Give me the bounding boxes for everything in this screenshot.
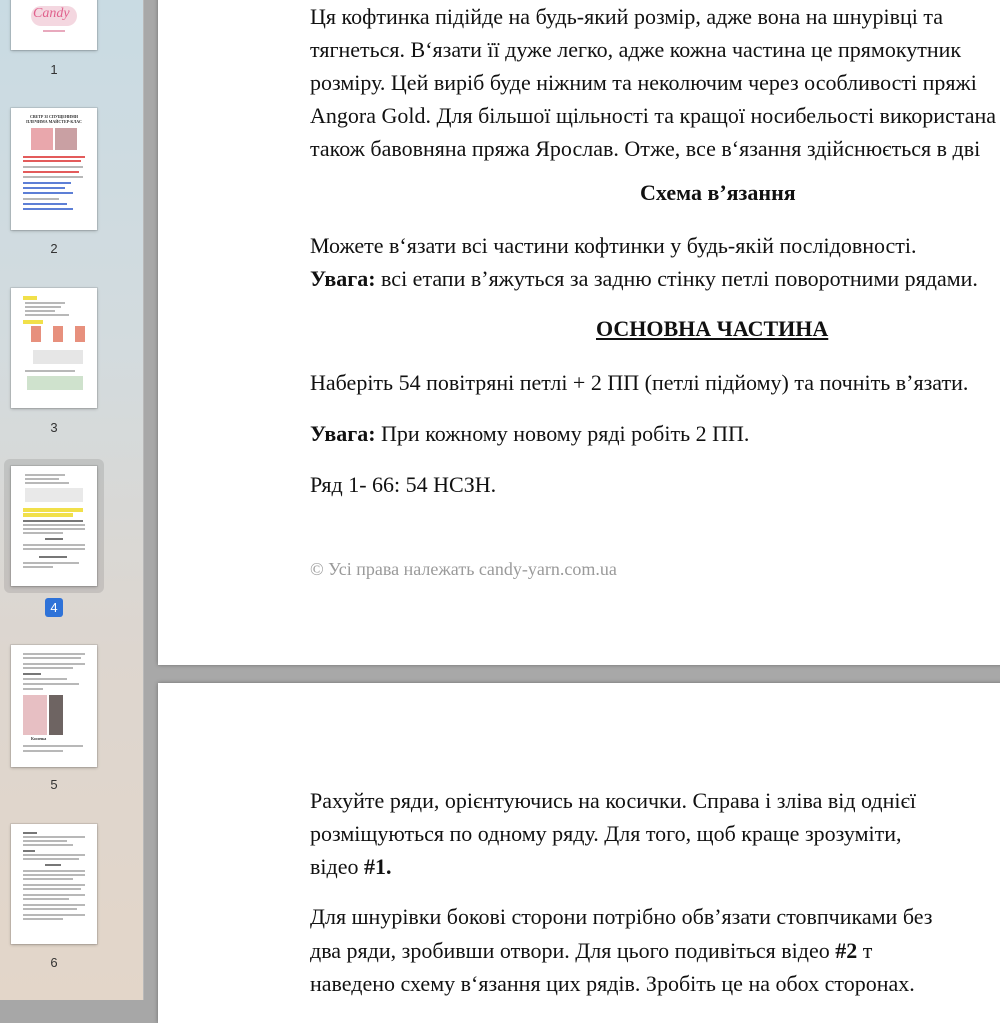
thumb-figure [31, 326, 41, 342]
thumb-title: СВЕТР ЗІ СПУЩЕНИМИ ПЛЕЧИМА МАЙСТЕР-КЛАС [26, 114, 82, 124]
paragraph-line: також бавовняна пряжа Ярослав. Отже, все в‘язання здійснюється в дві [310, 136, 981, 161]
paragraph-line [310, 934, 872, 967]
thumbnail-sidebar [0, 0, 144, 1000]
document-page-5 [158, 683, 1000, 1023]
thumb-photo [49, 695, 63, 735]
cast-on-line: Наберіть 54 повітряні петлі + 2 ПП (петлі підйому) та почніть в’язати. [310, 370, 969, 395]
warning-label: Увага: [310, 421, 376, 446]
thumb-photo [31, 128, 53, 150]
page-thumbnail-3[interactable] [11, 288, 97, 408]
paragraph-line [310, 850, 391, 883]
line-text: т [857, 938, 873, 963]
document-page-4 [158, 0, 1000, 665]
thumb-caption: Косичка [31, 736, 47, 741]
document-view[interactable] [144, 0, 1000, 1000]
page-thumbnail-1[interactable] [11, 0, 97, 50]
warning-text: всі етапи в’яжуться за задню стінку петлі поворотними рядами. [375, 266, 978, 291]
paragraph-line: Ця кофтинка підійде на будь-який розмір, адже вона на шнурівці та [310, 4, 944, 29]
video-reference: #1. [363, 854, 392, 879]
thumb-diagram [33, 350, 83, 364]
warning-text: При кожному новому ряді робіть 2 ПП. [375, 421, 750, 446]
warning-line [310, 262, 978, 295]
thumb-photo [55, 128, 77, 150]
page-number-6: 6 [50, 955, 58, 970]
thumb-diagram [27, 376, 83, 390]
paragraph-line: розміру. Цей виріб буде ніжним та неколючим через особливості пряжі [310, 70, 977, 95]
thumb-diagram [25, 488, 83, 502]
thumb-figure [75, 326, 85, 342]
thumb-figure [53, 326, 63, 342]
video-prefix: відео [310, 854, 364, 879]
page-number-4: 4 [45, 598, 63, 617]
page-thumbnail-2[interactable] [11, 108, 97, 230]
page-number-3: 3 [50, 420, 58, 435]
paragraph-line: розміщуються по одному ряду. Для того, щоб краще зрозуміти, [310, 821, 902, 846]
video-reference: #2 [835, 938, 858, 963]
paragraph-line: Рахуйте ряди, орієнтуючись на косички. Справа і зліва від однієї [310, 788, 917, 813]
intro-line: Можете в‘язати всі частини кофтинки у будь-якій послідовності. [310, 233, 917, 258]
page-thumbnail-4[interactable] [11, 466, 97, 586]
section-heading: ОСНОВНА ЧАСТИНА [596, 316, 829, 341]
page-thumbnail-5[interactable] [11, 645, 97, 767]
paragraph-line: тягнеться. В‘язати її дуже легко, адже кожна частина це прямокутник [310, 37, 962, 62]
line-text: два ряди, зробивши отвори. Для цього подивіться відео [310, 938, 836, 963]
paragraph-line: Для шнурівки бокові сторони потрібно обв’язати стовпчиками без [310, 904, 933, 929]
page-number-2: 2 [50, 241, 58, 256]
thumb-photo [23, 695, 47, 735]
page-thumbnail-6[interactable] [11, 824, 97, 944]
paragraph-line: наведено схему в‘язання цих рядів. Зробіть це на обох сторонах. [310, 971, 915, 996]
candy-logo-text: Candy [33, 6, 70, 21]
warning-line [310, 417, 749, 450]
sidebar-scrollbar[interactable] [118, 0, 136, 1000]
copyright-notice: © Усі права належать candy-yarn.com.ua [310, 559, 617, 579]
warning-label: Увага: [310, 266, 376, 291]
page-number-5: 5 [50, 777, 58, 792]
scheme-heading: Схема в’язання [640, 180, 796, 205]
paragraph-line: Angora Gold. Для більшої щільності та кращої носибельості використана [310, 103, 997, 128]
row-instruction: Ряд 1- 66: 54 НСЗН. [310, 472, 497, 497]
page-number-1: 1 [50, 62, 58, 77]
